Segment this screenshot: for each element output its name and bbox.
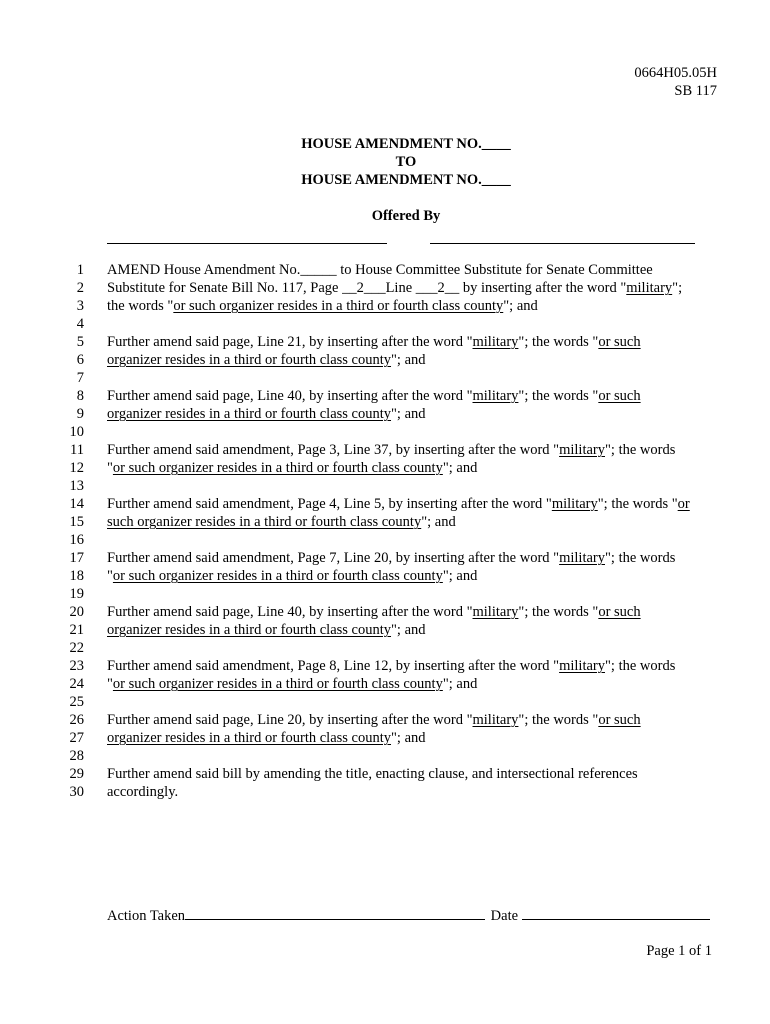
line-segment: "; the words " [518,604,599,620]
line-number: 7 [76,370,84,386]
amendment-to: TO [395,154,417,170]
line-segment: "; and [503,298,538,314]
line-segment: Substitute for Senate Bill No. 117, Page __2___Line ___2__ by inserting after the word " [107,280,627,296]
line-segment: Further amend said page, Line 40, by inserting after the word " [107,604,473,620]
line-number: 21 [69,622,84,638]
line-segment: Further amend said amendment, Page 4, Line 5, by inserting after the word " [107,496,552,512]
signature-line-right [430,243,695,244]
line-segment: "; and [391,730,426,746]
page-number: Page 1 of 1 [646,943,712,959]
inserted-text: military [559,550,605,566]
amendment-line-text [107,496,690,513]
inserted-text: or such [598,604,641,620]
amendment-line-text [107,406,426,423]
line-number: 16 [69,532,84,548]
line-number: 12 [69,460,84,476]
amendment-line-text [107,604,641,621]
line-number: 14 [69,496,84,512]
amendment-line-text [107,568,477,585]
line-number: 25 [69,694,84,710]
amendment-line-text [107,442,675,459]
inserted-text: military [472,604,519,620]
inserted-text: or such organizer resides in a third or fourth class county [112,568,443,584]
amendment-line-text [107,280,682,297]
amendment-line-text [107,712,641,729]
line-segment: accordingly. [107,784,179,800]
line-segment: "; the words " [518,712,599,728]
line-number: 3 [76,298,84,314]
line-segment: "; the words [605,442,676,458]
amendment-line-text [107,334,641,351]
line-number: 9 [76,406,84,422]
date-label: Date [490,908,519,924]
inserted-text: military [626,280,673,296]
action-taken-blank[interactable] [185,907,485,920]
amendment-line-text [107,298,538,315]
inserted-text: organizer resides in a third or fourth class county [107,352,392,368]
amendment-line-text [107,766,638,783]
line-number: 5 [76,334,84,350]
amendment-line-text [107,676,477,693]
line-number: 19 [69,586,84,602]
amendment-line-text [107,388,641,405]
line-segment: "; and [442,460,478,476]
inserted-text: organizer resides in a third or fourth class county [107,730,392,746]
line-number: 30 [69,784,84,800]
line-segment: "; and [442,676,478,692]
line-number: 8 [76,388,84,404]
inserted-text: military [559,442,605,458]
line-segment: the words " [107,298,174,314]
inserted-text: or such organizer resides in a third or fourth class county [112,460,443,476]
amendment-line-text [107,658,675,675]
line-segment: "; the words " [518,388,599,404]
amendment-line-text [107,622,426,639]
document-code: 0664H05.05H [634,65,717,81]
inserted-text: or [677,496,690,512]
line-number: 29 [69,766,84,782]
line-segment: AMEND House Amendment No._____ to House Committee Substitute for Senate Committee [107,262,653,278]
offered-by-label: Offered By [371,208,441,224]
amendment-subtitle: HOUSE AMENDMENT NO.____ [301,172,511,188]
inserted-text: organizer resides in a third or fourth class county [107,406,392,422]
line-segment: " [107,460,113,476]
inserted-text: or such [598,712,641,728]
line-number: 15 [69,514,84,530]
signature-line-left [107,243,387,244]
line-segment: " [107,568,113,584]
inserted-text: military [559,658,605,674]
amendment-line-text [107,514,456,531]
amendment-line-text [107,352,426,369]
line-segment: "; and [391,406,426,422]
date-blank[interactable] [522,907,710,920]
line-number: 20 [69,604,84,620]
line-number: 23 [69,658,84,674]
amendment-line-text [107,550,675,567]
action-taken-row [107,907,710,925]
line-segment: Further amend said amendment, Page 3, Line 37, by inserting after the word " [107,442,560,458]
line-segment: "; the words " [597,496,678,512]
line-segment: "; and [391,352,426,368]
amendment-line-text [107,730,426,747]
line-segment: Further amend said bill by amending the title, enacting clause, and intersectional references [107,766,638,782]
line-segment: Further amend said amendment, Page 7, Line 20, by inserting after the word " [107,550,560,566]
inserted-text: military [551,496,598,512]
line-segment: "; and [391,622,426,638]
inserted-text: military [472,334,519,350]
line-number: 2 [76,280,84,296]
line-number: 4 [76,316,84,332]
line-segment: "; and [421,514,456,530]
line-number: 22 [69,640,84,656]
inserted-text: or such organizer resides in a third or fourth class county [173,298,504,314]
line-segment: "; the words " [518,334,599,350]
amendment-title: HOUSE AMENDMENT NO.____ [301,136,511,152]
line-segment: "; and [442,568,478,584]
inserted-text: or such organizer resides in a third or fourth class county [112,676,443,692]
line-number: 27 [69,730,84,746]
amendment-line-text [107,262,653,279]
line-segment: "; [672,280,683,296]
line-segment: "; the words [605,550,676,566]
line-segment: "; the words [605,658,676,674]
action-taken-label: Action Taken [107,908,186,924]
amendment-line-text [107,460,477,477]
line-number: 1 [76,262,84,278]
inserted-text: organizer resides in a third or fourth class county [107,622,392,638]
line-number: 28 [69,748,84,764]
line-segment: Further amend said amendment, Page 8, Line 12, by inserting after the word " [107,658,560,674]
line-number: 24 [69,676,84,692]
line-segment: " [107,676,113,692]
line-number: 13 [69,478,84,494]
inserted-text: military [472,712,519,728]
line-segment: Further amend said page, Line 21, by inserting after the word " [107,334,473,350]
line-number: 11 [70,442,84,458]
line-number: 18 [69,568,84,584]
line-number: 17 [69,550,84,566]
line-number: 10 [69,424,84,440]
line-segment: Further amend said page, Line 40, by inserting after the word " [107,388,473,404]
inserted-text: military [472,388,519,404]
line-segment: Further amend said page, Line 20, by inserting after the word " [107,712,473,728]
line-number: 26 [69,712,84,728]
inserted-text: or such [598,334,641,350]
inserted-text: or such [598,388,641,404]
amendment-line-text [107,784,178,801]
line-number: 6 [76,352,84,368]
inserted-text: such organizer resides in a third or fourth class county [107,514,422,530]
bill-number: SB 117 [674,83,717,99]
